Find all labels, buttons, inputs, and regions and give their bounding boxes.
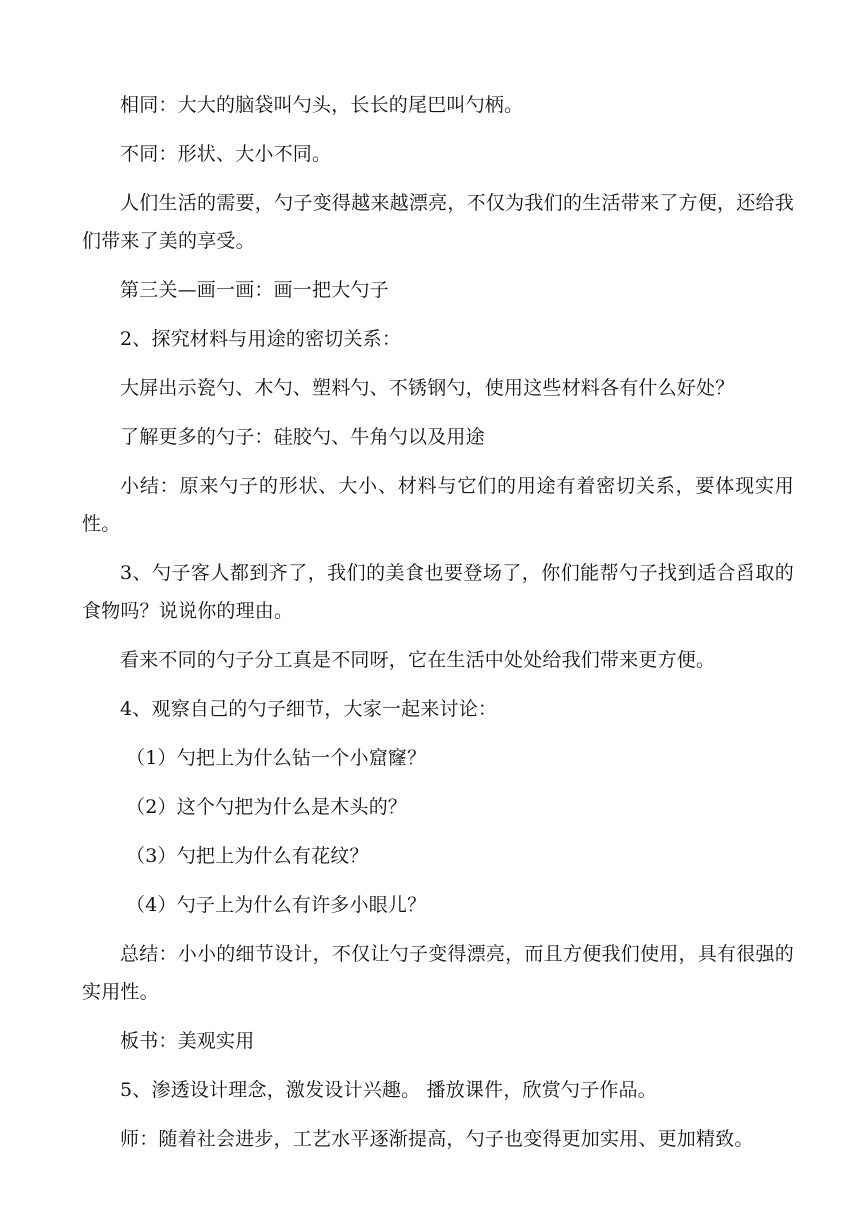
paragraph-materials: 大屏出示瓷勺、木勺、塑料勺、不锈钢勺，使用这些材料各有什么好处？: [120, 377, 735, 399]
paragraph-level-three: 第三关—画一画：画一把大勺子: [120, 279, 389, 301]
document-page: [82, 86, 794, 1169]
paragraph-summary-2: 总结：小小的细节设计，不仅让勺子变得漂亮，而且方便我们使用，具有很强的实用性。: [82, 943, 794, 1003]
paragraph-teacher: 师：随着社会进步，工艺水平逐渐提高，勺子也变得更加实用、更加精致。: [120, 1128, 754, 1150]
paragraph-section-3: 3、勺子客人都到齐了，我们的美食也要登场了，你们能帮勺子找到适合舀取的食物吗？说说你的理由。: [82, 562, 794, 622]
question-item: （3）勺把上为什么有花纹？: [126, 845, 369, 867]
paragraph-division: 看来不同的勺子分工真是不同呀，它在生活中处处给我们带来更方便。: [120, 649, 716, 671]
paragraph-board: 板书：美观实用: [120, 1030, 255, 1052]
question-item: （4）勺子上为什么有许多小眼儿？: [126, 894, 427, 916]
paragraph-beauty: 人们生活的需要，勺子变得越来越漂亮，不仅为我们的生活带来了方便，还给我们带来了美的享受。: [82, 192, 794, 252]
paragraph-differences: 不同：形状、大小不同。: [120, 143, 332, 165]
question-item: （1）勺把上为什么钻一个小窟窿？: [126, 747, 427, 769]
paragraph-section-2: 2、探究材料与用途的密切关系：: [120, 328, 402, 350]
paragraph-more-spoons: 了解更多的勺子：硅胶勺、牛角勺以及用途: [120, 426, 485, 448]
question-item: （2）这个勺把为什么是木头的？: [126, 796, 408, 818]
paragraph-summary-1: 小结：原来勺子的形状、大小、材料与它们的用途有着密切关系，要体现实用性。: [82, 475, 794, 535]
paragraph-section-5: 5、渗透设计理念，激发设计兴趣。 播放课件，欣赏勺子作品。: [120, 1079, 657, 1101]
paragraph-similarities: 相同：大大的脑袋叫勺头，长长的尾巴叫勺柄。: [120, 94, 524, 116]
paragraph-section-4: 4、观察自己的勺子细节，大家一起来讨论：: [120, 698, 498, 720]
